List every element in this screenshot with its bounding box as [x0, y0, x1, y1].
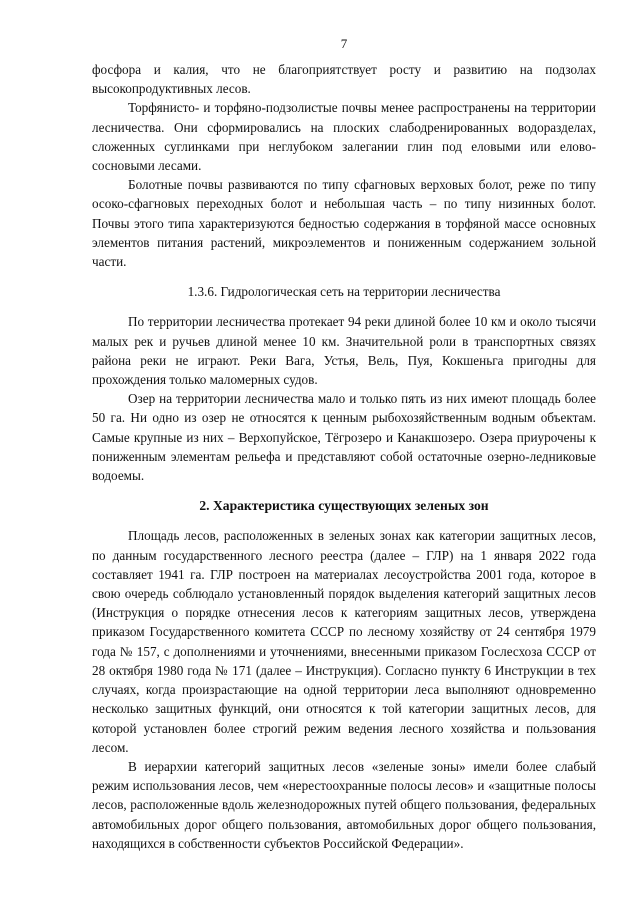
paragraph-bog-soils: Болотные почвы развиваются по типу сфагновых верховых болот, реже по типу осоко-сфагновых переходных болот и небольшая часть – по типу низинных болот. Почвы этого типа характеризуются бедностью содержания в торфяной массе основных элементов питания растений, микроэлементов и пониженным содержанием зольной части. [92, 177, 596, 270]
chapter-heading-green-zones: 2. Характеристика существующих зеленых зон [199, 498, 489, 514]
paragraph-rivers: По территории лесничества протекает 94 реки длиной более 10 км и около тысячи малых рек и ручьев длиной менее 10 км. Значительной роли в транспортных связях района реки не играют. Реки Вага, Устья, Вель, Пуя, Кокшеньга пригодны для прохождения только маломерных судов. [92, 314, 596, 388]
paragraph-hierarchy: В иерархии категорий защитных лесов «зеленые зоны» имели более слабый режим использования лесов, чем «нерестоохранные полосы лесов» и «защитные полосы лесов, расположенные вдоль железнодорожных путей общего пользования, федеральных автомобильных дорог общего пользования, автомобильных дорог общего пользования, находящихся в собственности субъектов Российской Федерации». [92, 758, 596, 851]
page-number: 7 [340, 36, 348, 51]
paragraph-peat-soils: Торфянисто- и торфяно-подзолистые почвы менее распространены на территории лесничества. Они сформировались на плоских слабодренированных водоразделах, сложенных суглинками при неглубоком залегании глин под еловыми или елово-сосновыми лесами. [92, 100, 596, 174]
paragraph-forest-area: Площадь лесов, расположенных в зеленых зонах как категории защитных лесов, по данным государственного лесного реестра (далее – ГЛР) на 1 января 2022 года составляет 1941 га. ГЛР построен на материалах лесоустройства 2001 года, которое в свою очередь соблюдало установленный порядок выделения категорий защитных лесов (Инструкция о порядке отнесения лесов к категориям защитных лесов, утверждена приказом Государственного комитета СССР по лесному хозяйству от 24 сентября 1979 года № 157, с дополнениями и уточнениями, внесенными приказом Гослесхоза СССР от 28 октября 1980 года № 171 (далее – Инструкция). Согласно пункту 6 Инструкции в тех случаях, когда произрастающие на одной территории леса выполняют одновременно несколько защитных функций, они относятся к той категории защитных лесов, для которой установлен более строгий режим ведения лесного хозяйства и пользования лесом. [92, 528, 596, 755]
section-heading-hydrology: 1.3.6. Гидрологическая сеть на территории лесничества [187, 284, 501, 300]
paragraph-lakes: Озер на территории лесничества мало и только пять из них имеют площадь более 50 га. Ни одно из озер не относятся к ценным рыбохозяйственным водным объектам. Самые крупные из них – Верхопуйское, Тёгрозеро и Канакшозеро. Озера приурочены к пониженным элементам рельефа и представляют собой остаточные озерно-ледниковые водоемы. [92, 391, 596, 484]
paragraph-continuation: фосфора и калия, что не благоприятствует росту и развитию на подзолах высокопродуктивных лесов. [92, 62, 596, 97]
